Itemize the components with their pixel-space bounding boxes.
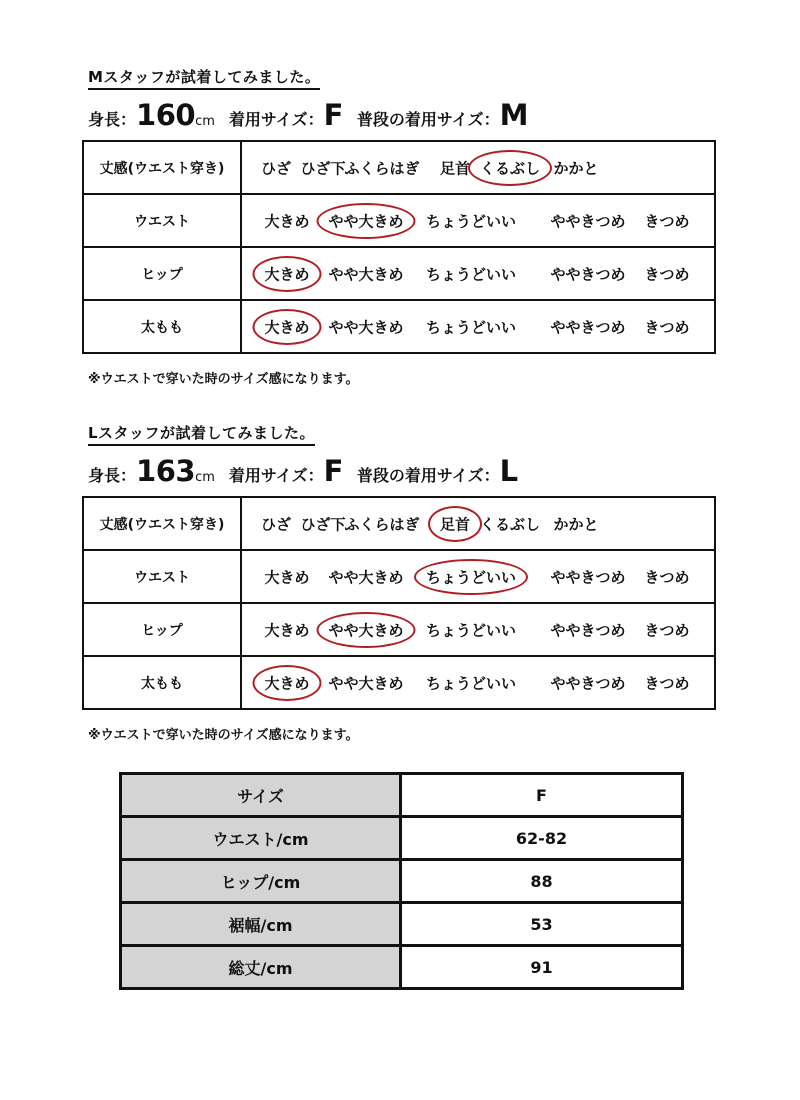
height-value: 163 [136,454,196,488]
fit-options [241,550,715,603]
fit-option: きつめ [644,318,690,336]
fit-options [241,497,715,550]
fit-row-label: ヒップ [83,603,241,656]
fit-option: ひざ [260,159,292,177]
fit-row-label: ヒップ [83,247,241,300]
fit-option: やや大きめ [328,621,404,639]
fit-table [82,496,716,710]
fit-row-label: ウエスト [83,550,241,603]
fit-option: ややきつめ [550,212,626,230]
fit-row-label: 丈感(ウエスト穿き) [83,497,241,550]
fit-option: やや大きめ [328,265,404,283]
selected-circle-mark [253,665,322,701]
spec-label: 総丈/cm [121,946,401,989]
selected-circle-mark [317,203,416,239]
fit-option: ひざ [260,515,292,533]
fit-row-waist [83,550,715,603]
fit-table [82,140,716,354]
selected-circle-mark [253,256,322,292]
fit-note: ※ウエストで穿いた時のサイズ感になります。 [88,728,359,743]
usual-size-label: 普段の着用サイズ： [356,466,500,485]
fit-option: ちょうどいい [425,621,517,639]
fit-row-length [83,141,715,194]
fit-option: ちょうどいい [425,674,517,692]
fit-option: やや大きめ [328,674,404,692]
spec-value: F [401,774,683,817]
fit-row-hip [83,247,715,300]
fit-row-label: 太もも [83,656,241,709]
fit-row-thigh [83,656,715,709]
fit-options [241,603,715,656]
fit-option: きつめ [644,621,690,639]
fit-option: ちょうどいい [425,212,517,230]
fit-option: やや大きめ [328,568,404,586]
fit-option: ややきつめ [550,674,626,692]
fit-option: きつめ [644,674,690,692]
size-spec-table [119,772,684,990]
selected-circle-mark [428,506,482,542]
spec-label: ウエスト/cm [121,817,401,860]
fit-option: ふくらはぎ [344,515,420,533]
fit-option: かかと [553,515,599,533]
worn-size-value: F [323,98,343,132]
fit-option: ややきつめ [550,621,626,639]
fit-option: きつめ [644,212,690,230]
fit-option: かかと [553,159,599,177]
fit-option: 大きめ [264,318,310,336]
fit-options [241,194,715,247]
spec-value: 62-82 [401,817,683,860]
fit-option: ちょうどいい [425,318,517,336]
fit-option: ふくらはぎ [344,159,420,177]
worn-size-value: F [323,454,343,488]
fit-row-hip [83,603,715,656]
spec-row-hem-width [121,903,683,946]
height-label: 身長： [88,466,137,485]
fit-row-label: ウエスト [83,194,241,247]
height-value: 160 [136,98,196,132]
selected-circle-mark [253,309,322,345]
fit-option: 大きめ [264,265,310,283]
fit-option: 足首 [439,515,471,533]
fit-option: やや大きめ [328,212,404,230]
worn-size-label: 着用サイズ： [228,466,324,485]
fit-row-label: 太もも [83,300,241,353]
spec-label: サイズ [121,774,401,817]
spec-row-hip [121,860,683,903]
fit-option: きつめ [644,265,690,283]
fit-option: ややきつめ [550,265,626,283]
height-unit: cm [195,114,215,129]
spec-row-waist [121,817,683,860]
fit-option: ちょうどいい [425,265,517,283]
fit-row-label: 丈感(ウエスト穿き) [83,141,241,194]
fit-options [241,247,715,300]
selected-circle-mark [468,150,552,186]
usual-size-label: 普段の着用サイズ： [356,110,500,129]
fit-option: ちょうどいい [425,568,517,586]
height-label: 身長： [88,110,137,129]
fit-option: ややきつめ [550,318,626,336]
spec-label: 裾幅/cm [121,903,401,946]
fit-option: くるぶし [479,515,541,533]
fit-option: ひざ下 [300,159,346,177]
fit-option: ひざ下 [300,515,346,533]
spec-value: 53 [401,903,683,946]
spec-value: 88 [401,860,683,903]
fit-row-thigh [83,300,715,353]
fit-option: くるぶし [479,159,541,177]
fit-option: やや大きめ [328,318,404,336]
fit-options [241,141,715,194]
staff-info [88,98,528,139]
fit-row-length [83,497,715,550]
section-title: Mスタッフが試着してみました。 [88,66,320,90]
spec-value: 91 [401,946,683,989]
spec-row-total-length [121,946,683,989]
fit-note: ※ウエストで穿いた時のサイズ感になります。 [88,372,359,387]
selected-circle-mark [414,559,528,595]
selected-circle-mark [317,612,416,648]
fit-option: 大きめ [264,212,310,230]
fit-row-waist [83,194,715,247]
fit-option: ややきつめ [550,568,626,586]
height-unit: cm [195,470,215,485]
fit-option: 大きめ [264,568,310,586]
fit-option: 足首 [439,159,471,177]
usual-size-value: M [499,98,529,132]
fit-option: 大きめ [264,621,310,639]
spec-label: ヒップ/cm [121,860,401,903]
section-title: Lスタッフが試着してみました。 [88,422,315,446]
fit-options [241,300,715,353]
usual-size-value: L [499,454,518,488]
worn-size-label: 着用サイズ： [228,110,324,129]
fit-options [241,656,715,709]
spec-header-row [121,774,683,817]
fit-option: きつめ [644,568,690,586]
staff-info [88,454,518,495]
fit-option: 大きめ [264,674,310,692]
